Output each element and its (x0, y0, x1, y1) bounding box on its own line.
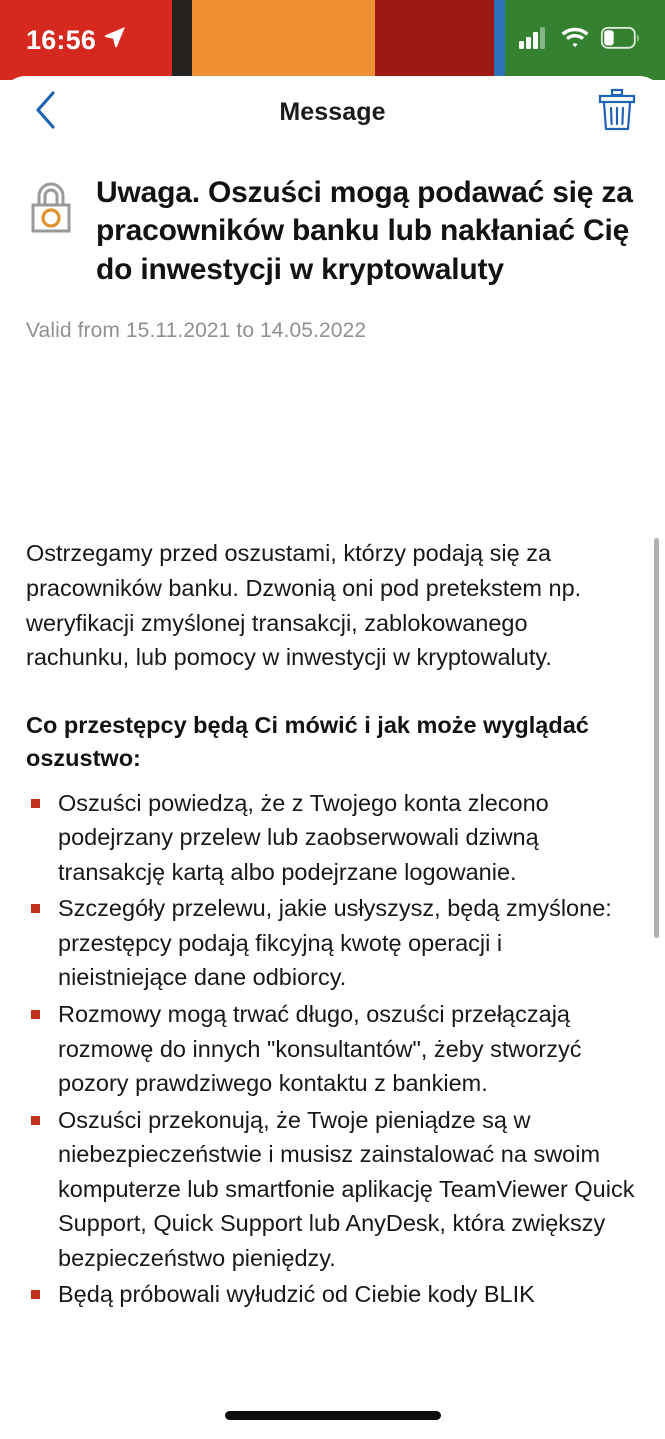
page-title: Message (279, 97, 386, 126)
message-validity: Valid from 15.11.2021 to 14.05.2022 (26, 319, 367, 343)
message-intro-paragraph: Ostrzegamy przed oszustami, którzy podają się za pracowników banku. Dzwonią oni pod pretekstem np. weryfikacji zmyślonej transakcji, zablokowanego rachunku, lub pomocy w inwestycji w kryptowaluty. (26, 540, 582, 671)
status-bar-right (519, 0, 641, 80)
home-indicator[interactable] (225, 1411, 441, 1420)
status-bar-left (26, 0, 127, 80)
status-band-maroon (375, 0, 494, 80)
cellular-signal-icon (519, 27, 549, 54)
vertical-scrollbar[interactable] (654, 538, 659, 938)
padlock-icon (26, 174, 76, 289)
navigation-bar (0, 76, 665, 148)
status-time: 16:56 (26, 24, 97, 55)
battery-icon (601, 27, 641, 54)
back-button[interactable] (20, 86, 72, 138)
location-arrow-icon (103, 25, 127, 56)
list-item: Szczegóły przelewu, jakie usłyszysz, będą zmyślone: przestępcy podają fikcyjną kwotę operacji i nieistniejące dane odbiorcy. (26, 891, 635, 995)
status-band-dark (172, 0, 192, 80)
delete-message-button[interactable] (591, 86, 643, 138)
status-band-blue (494, 0, 505, 80)
wifi-icon (560, 27, 590, 54)
message-title: Uwaga. Oszuści mogą podawać się za pracowników banku lub nakłaniać Cię do inwestycji w kryptowaluty (96, 176, 633, 286)
trash-icon (597, 88, 637, 137)
message-body[interactable] (0, 458, 665, 1439)
content-sheet (0, 76, 665, 1439)
list-item: Oszuści przekonują, że Twoje pieniądze są w niebezpieczeństwie i musisz zainstalować na swoim komputerze lub smartfonie aplikację TeamViewer Quick Support, Quick Support lub AnyDesk, która zwiększy bezpieczeństwo pieniędzy. (26, 1103, 635, 1276)
list-item: Będą próbowali wyłudzić od Ciebie kody BLIK (26, 1277, 635, 1312)
message-header (0, 148, 665, 289)
chevron-left-icon (33, 90, 59, 135)
status-band-orange (192, 0, 375, 80)
message-subheading: Co przestępcy będą Ci mówić i jak może wyglądać oszustwo: (26, 712, 589, 772)
list-item: Oszuści powiedzą, że z Twojego konta zlecono podejrzany przelew lub zaobserwowali dziwną transakcję kartą albo podejrzane logowanie. (26, 786, 635, 890)
list-item: Rozmowy mogą trwać długo, oszuści przełączają rozmowę do innych "konsultantów", żeby stworzyć pozory prawdziwego kontaktu z bankiem. (26, 997, 635, 1101)
status-bar (0, 0, 665, 80)
message-bullet-list (26, 786, 635, 1312)
